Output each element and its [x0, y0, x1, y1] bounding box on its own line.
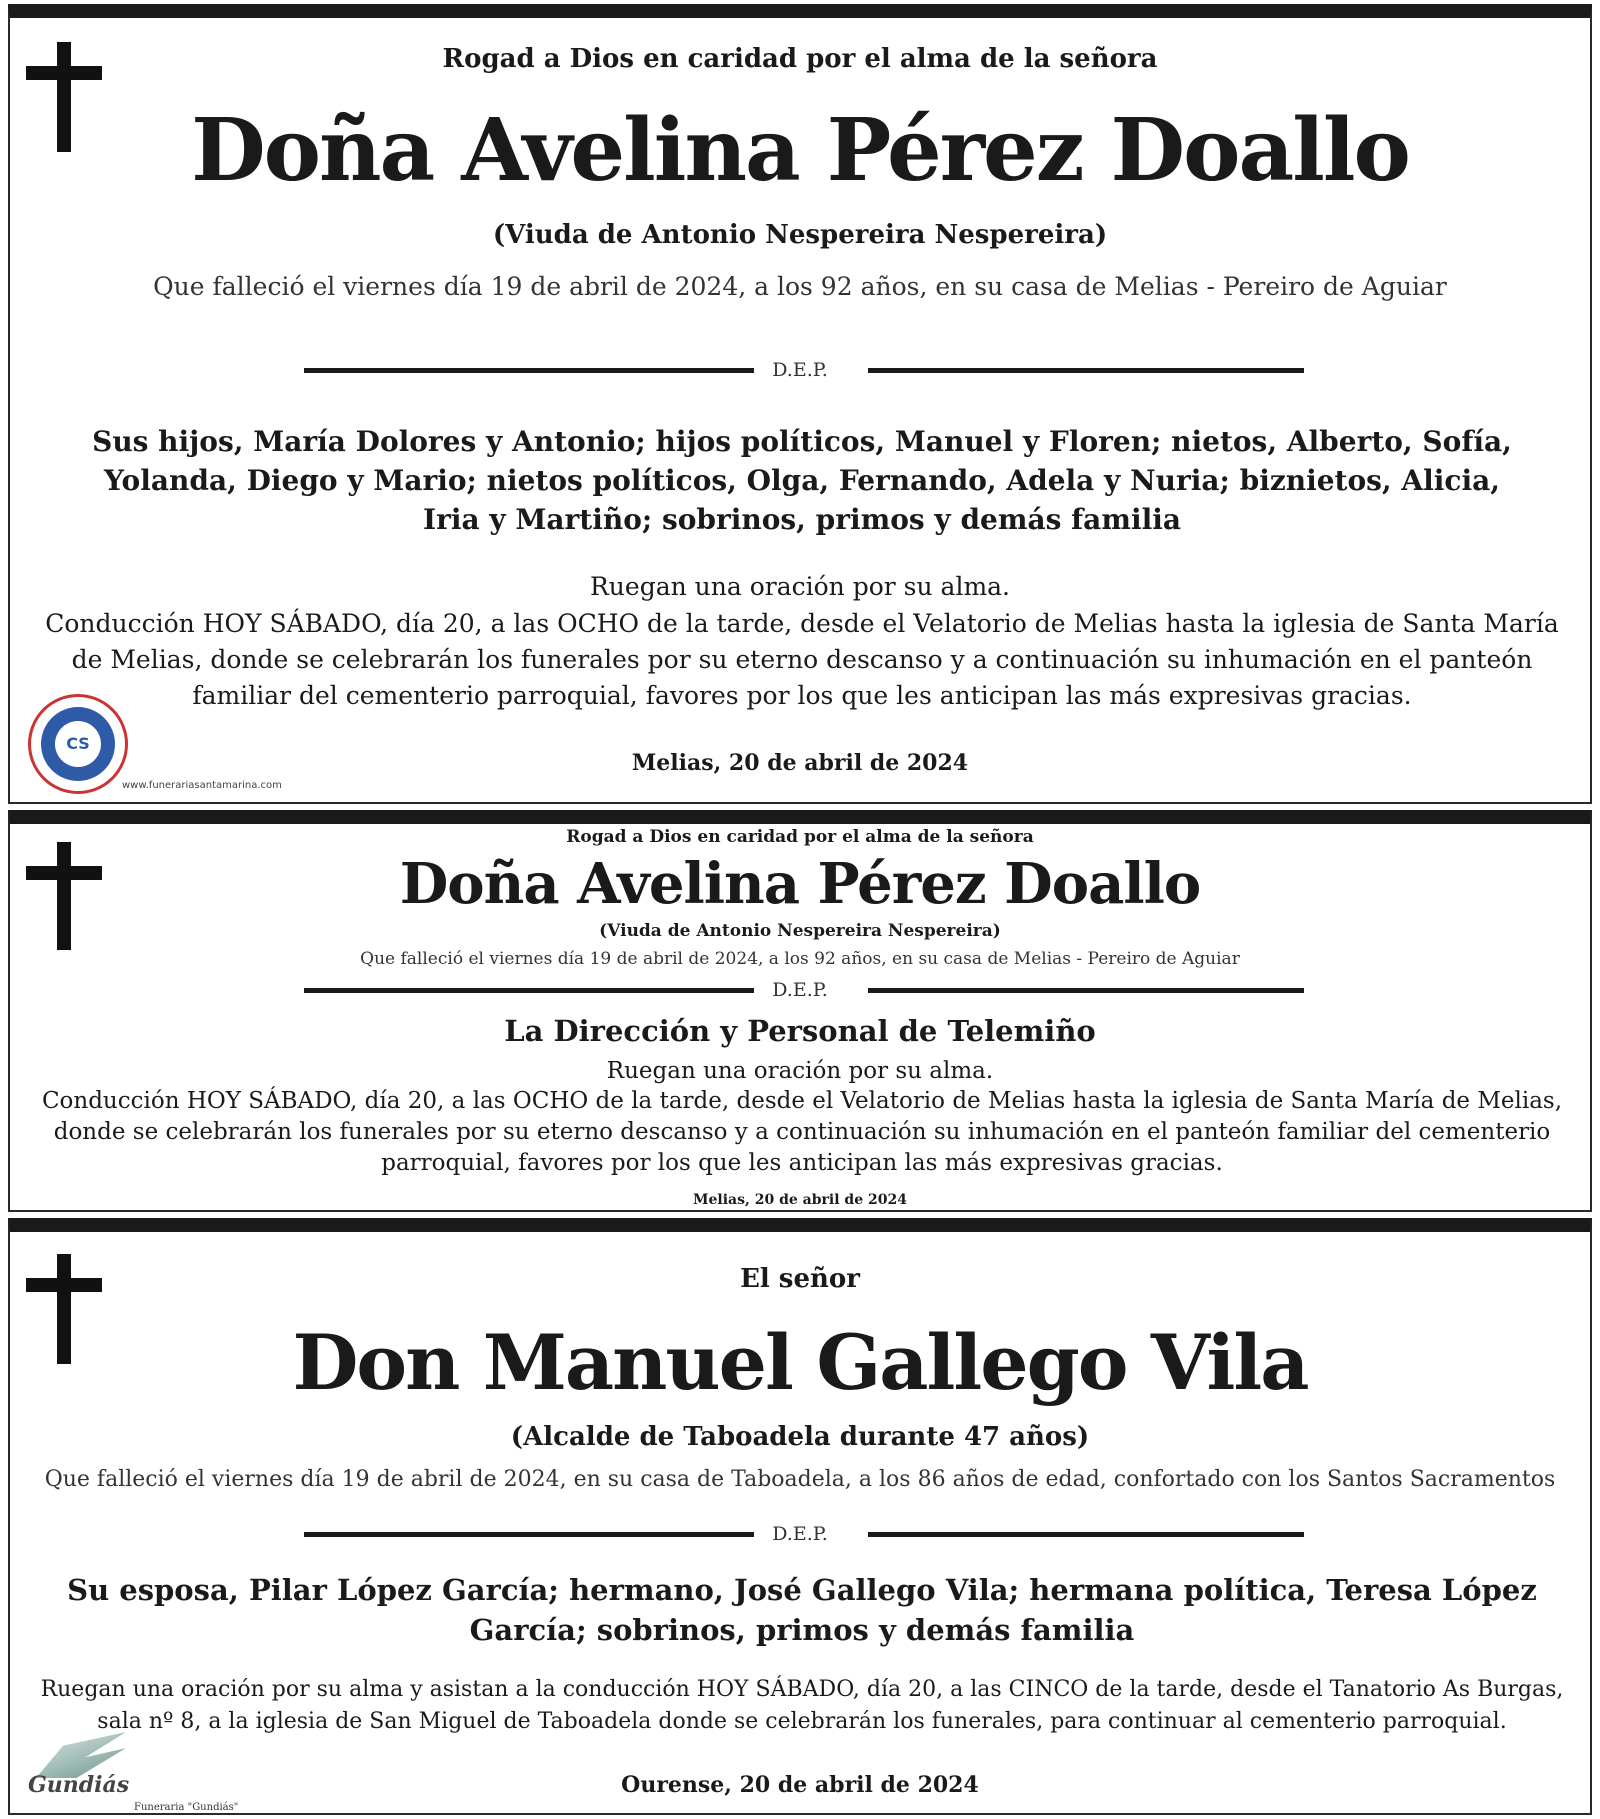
deceased-name: Don Manuel Gallego Vila: [292, 1318, 1308, 1407]
dep-label: D.E.P.: [772, 1523, 828, 1545]
obituary-notice-1: [8, 4, 1592, 804]
deceased-name: Doña Avelina Pérez Doallo: [191, 100, 1409, 201]
subtitle: (Viuda de Antonio Nespereira Nespereira): [599, 921, 1001, 941]
procession-text: Ruegan una oración por su alma y asistan a la conducción HOY SÁBADO, día 20, a las CINCO de la tarde, desde el Tanatorio As Burgas, sala nº 8, a la iglesia de San Miguel de Taboadela donde se celebrarán los funerales, para continuar al cementerio parroquial.: [40, 1677, 1564, 1734]
sender-line: La Dirección y Personal de Telemiño: [504, 1014, 1096, 1048]
dep-label: D.E.P.: [772, 359, 828, 381]
dep-separator: [10, 978, 1590, 1002]
funeral-home-caption: Funeraria "Gundiás": [134, 1802, 239, 1813]
procession-text: Conducción HOY SÁBADO, día 20, a las OCHO de la tarde, desde el Velatorio de Melias hasta la iglesia de Santa María de Melias, donde se celebrarán los funerales por su eterno descanso y a continuación su inhumación en el panteón familiar del cementerio parroquial, favores por los que les anticipan las más expresivas gracias.: [41, 1088, 1563, 1176]
deceased-name: Doña Avelina Pérez Doallo: [399, 851, 1201, 917]
obituary-notice-3: [8, 1218, 1592, 1815]
dep-label: D.E.P.: [772, 979, 828, 1001]
intro-text: El señor: [740, 1264, 860, 1294]
subtitle: (Viuda de Antonio Nespereira Nespereira): [492, 220, 1108, 250]
funeral-home-logo: Gundiás: [28, 1732, 130, 1798]
family-list: Sus hijos, María Dolores y Antonio; hijos políticos, Manuel y Floren; nietos, Alberto, Sofía, Yolanda, Diego y Mario; nietos políticos, Olga, Fernando, Adela y Nuria; biznietos, Alicia, Iria y Martiño; sobrinos, primos y demás familia: [92, 425, 1512, 536]
place-date: Melias, 20 de abril de 2024: [631, 750, 969, 776]
intro-text: Rogad a Dios en caridad por el alma de la señora: [566, 827, 1034, 847]
intro-text: Rogad a Dios en caridad por el alma de la señora: [442, 44, 1158, 74]
prayer-text: Ruegan una oración por su alma.: [589, 572, 1011, 601]
dep-separator: [10, 358, 1590, 382]
procession-text: Conducción HOY SÁBADO, día 20, a las OCHO de la tarde, desde el Velatorio de Melias hasta la iglesia de Santa María de Melias, donde se celebrarán los funerales por su eterno descanso y a continuación su inhumación en el panteón familiar del cementerio parroquial, favores por los que les anticipan las más expresivas gracias.: [45, 609, 1559, 710]
place-date: Ourense, 20 de abril de 2024: [621, 1772, 979, 1798]
subtitle: (Alcalde de Taboadela durante 47 años): [510, 1422, 1090, 1452]
death-line: Que falleció el viernes día 19 de abril de 2024, en su casa de Taboadela, a los 86 años de edad, confortado con los Santos Sacramentos: [44, 1467, 1556, 1492]
obituary-notice-2: [8, 810, 1592, 1212]
place-date: Melias, 20 de abril de 2024: [693, 1192, 907, 1208]
death-line: Que falleció el viernes día 19 de abril de 2024, a los 92 años, en su casa de Melias - Pereiro de Aguiar: [153, 272, 1447, 301]
prayer-text: Ruegan una oración por su alma.: [606, 1058, 994, 1084]
dep-separator: [10, 1522, 1590, 1546]
website-link[interactable]: www.funerariasantamarina.com: [122, 780, 282, 791]
funeral-home-logo: CS: [28, 694, 128, 794]
family-list: Su esposa, Pilar López García; hermano, José Gallego Vila; hermana política, Teresa López García; sobrinos, primos y demás familia: [67, 1573, 1537, 1647]
death-line: Que falleció el viernes día 19 de abril de 2024, a los 92 años, en su casa de Melias - Pereiro de Aguiar: [360, 949, 1240, 969]
